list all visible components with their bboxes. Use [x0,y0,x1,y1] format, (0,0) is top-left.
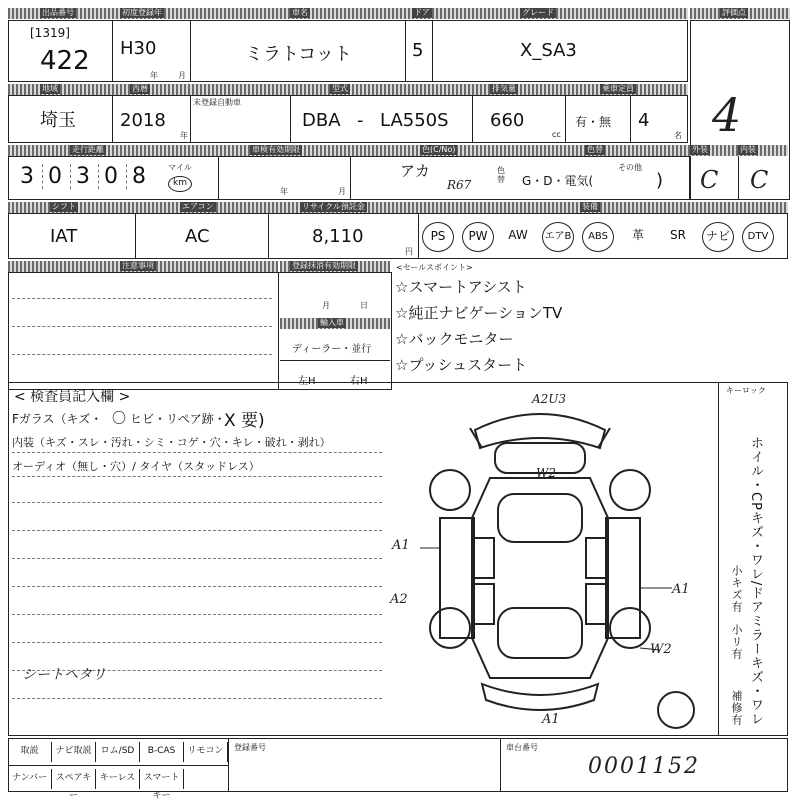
grade-header: グレード [522,8,554,17]
equip-header: 装備 [582,202,598,211]
disp-header: 排気量 [492,84,516,93]
recycle-unit: 円 [405,247,413,256]
grade-value: X_SA3 [520,40,577,61]
header-bar-row4 [8,202,788,213]
shift-value: IAT [50,226,78,247]
bottom-item: キーレス [96,769,140,789]
import-left-hand: 左H [298,376,316,387]
equipment-item: 革 [631,228,644,242]
mileage-unit-mile: マイル [168,163,192,172]
bottom-item: リモコン [184,742,228,762]
reg-no-label: 登録番号 [234,743,266,752]
mileage-digits [20,162,170,192]
displacement-value: 660 [490,110,525,131]
key-header: キーロック [726,386,766,395]
mileage-digit: 0 [104,164,127,189]
equipment-item: ナビ [702,222,734,252]
region-value: 埼玉 [40,110,76,131]
ext-header: 外装 [692,145,708,154]
inspector-line2: 内装（キズ・スレ・汚れ・シミ・コゲ・穴・キレ・破れ・剥れ） [12,436,331,449]
sales-point: ☆バックモニター [395,330,514,348]
equipment-row [420,216,788,256]
side-small2: 小リ有 [730,624,743,660]
import-dealer: ディーラー・並行 [292,344,372,355]
mark-right2: W2 [650,642,672,657]
score-header: 評価点 [722,8,746,17]
sales-point: ☆プッシュスタート [395,356,528,374]
equipment-item: PW [462,222,494,252]
sales-points [395,276,685,380]
year-header: 初度登録年 [122,8,162,17]
model-year-header: 西暦 [132,84,148,93]
inspector-title: < 検査員記入欄 > [14,389,131,405]
color-change-label: 色替 [497,166,505,184]
model-code: LA550S [380,110,449,131]
lot-bracket: [1319] [30,26,70,40]
shaken-month-unit: 月 [338,187,346,196]
mark-left2: A2 [390,592,408,607]
reg-expiry-month: 月 [322,301,330,310]
seat-unit: 名 [674,131,682,140]
reg-note: 未登録自動車 [193,98,241,107]
color-name: アカ [400,162,430,180]
notes-header: 注意事項 [122,261,154,270]
bottom-item: ナンバー [8,769,52,789]
era-value: H30 [120,38,157,59]
door-header: ドア [414,8,430,17]
color-change-header: 色替 [587,145,603,154]
inspector-line1-x: X 要) [224,411,265,431]
mileage-digit: 3 [76,164,99,189]
side-small3: 補修有 [730,690,743,726]
bottom-item: スペアキー [52,769,96,789]
recycle-header: リサイクル預託金 [302,202,365,211]
equipment-item: ABS [582,222,614,252]
displacement-unit: cc [552,130,561,139]
seat-header: 乗車定員 [602,84,634,93]
int-grade: C [750,166,769,194]
side-small1: 小キズ有 [730,565,743,613]
reg-expiry-day: 日 [360,301,368,310]
bottom-item: B-CAS [140,742,184,762]
sales-point: ☆スマートアシスト [395,278,527,296]
ac-header: エアコン [182,202,214,211]
color-code: R67 [447,178,472,192]
shift-header: シフト [52,202,76,211]
equipment-item: DTV [742,222,774,252]
import-header: 輸入車 [320,318,344,327]
door-count: 5 [412,40,424,61]
header-bar-row1 [8,8,688,19]
car-damage-diagram [380,388,710,733]
lot-header: 出品番号 [42,8,74,17]
model-prefix: DBA [302,110,341,131]
mileage-digit: 8 [132,164,146,189]
model-year-value: 2018 [120,110,166,131]
car-header: 車名 [292,8,308,17]
sales-point: ☆純正ナビゲーションTV [395,304,563,322]
mark-left1: A1 [392,538,410,553]
color-other: その他 [618,163,642,172]
mark-rear: A1 [542,712,560,727]
ac-value: AC [185,226,210,247]
mark-front: A2U3 [532,392,567,406]
mileage-digit: 3 [20,164,43,189]
region-header: 地域 [42,84,58,93]
equipment-item: PS [422,222,454,252]
color-header: 色(C/No) [422,145,456,154]
era-year-unit: 年 [150,71,158,80]
notes-box [8,272,392,390]
reg-expiry-header: 登録抹消有効期限 [292,261,356,270]
bottom-item: ナビ取説 [52,742,96,762]
bottom-item: 取説 [8,742,52,762]
header-bar-row3 [8,145,788,156]
equipment-item: AW [508,228,528,242]
serial-label: 車台番号 [506,743,538,752]
inspector-line3: オーディオ（無し・穴）/ タイヤ（スタッドレス） [12,460,260,473]
mileage-unit-km: km [168,176,192,192]
inspector-line1-mid: ヒビ・リペア跡・ [130,412,226,426]
mark-bonnet: W2 [536,466,556,480]
score-value: 4 [712,88,742,142]
side-main-text: ホイル・CPキズ・ワレ/ドアミラーキズ・ワレ [748,436,763,727]
inspector-line1-circle: 〇 [112,411,126,427]
color-options: G・D・電気( [522,174,594,188]
model-dash: - [357,110,364,131]
inspector-handwritten-note: シートヘタリ [22,667,106,683]
era-month-unit: 月 [178,71,186,80]
serial-number: 0001152 [588,754,700,779]
equipment-item: エアB [542,222,574,252]
type-header: 型式 [332,84,348,93]
car-name: ミラトコット [245,44,352,65]
import-right-hand: 右H [350,376,368,387]
ext-grade: C [700,166,719,194]
mileage-header: 走行距離 [72,145,104,154]
mark-right1: A1 [672,582,690,597]
equipment-item: SR [670,228,686,242]
shaken-year-unit: 年 [280,187,288,196]
bottom-item: ロム/SD [96,742,140,762]
shaken-header: 車検有効期限 [252,145,300,154]
model-year-unit: 年 [180,131,188,140]
color-options-close: ) [656,170,664,191]
lot-number: 422 [40,46,90,76]
recycle-value: 8,110 [312,226,364,247]
inspector-line1-pre: Fガラス（キズ・ [12,412,103,426]
seat-count: 4 [638,110,650,131]
bottom-item: スマートキー [140,769,184,789]
mileage-digit: 0 [48,164,71,189]
seat-option: 有・無 [575,115,612,129]
sales-header: <セールスポイント> [396,263,473,272]
int-header: 内装 [740,145,756,154]
